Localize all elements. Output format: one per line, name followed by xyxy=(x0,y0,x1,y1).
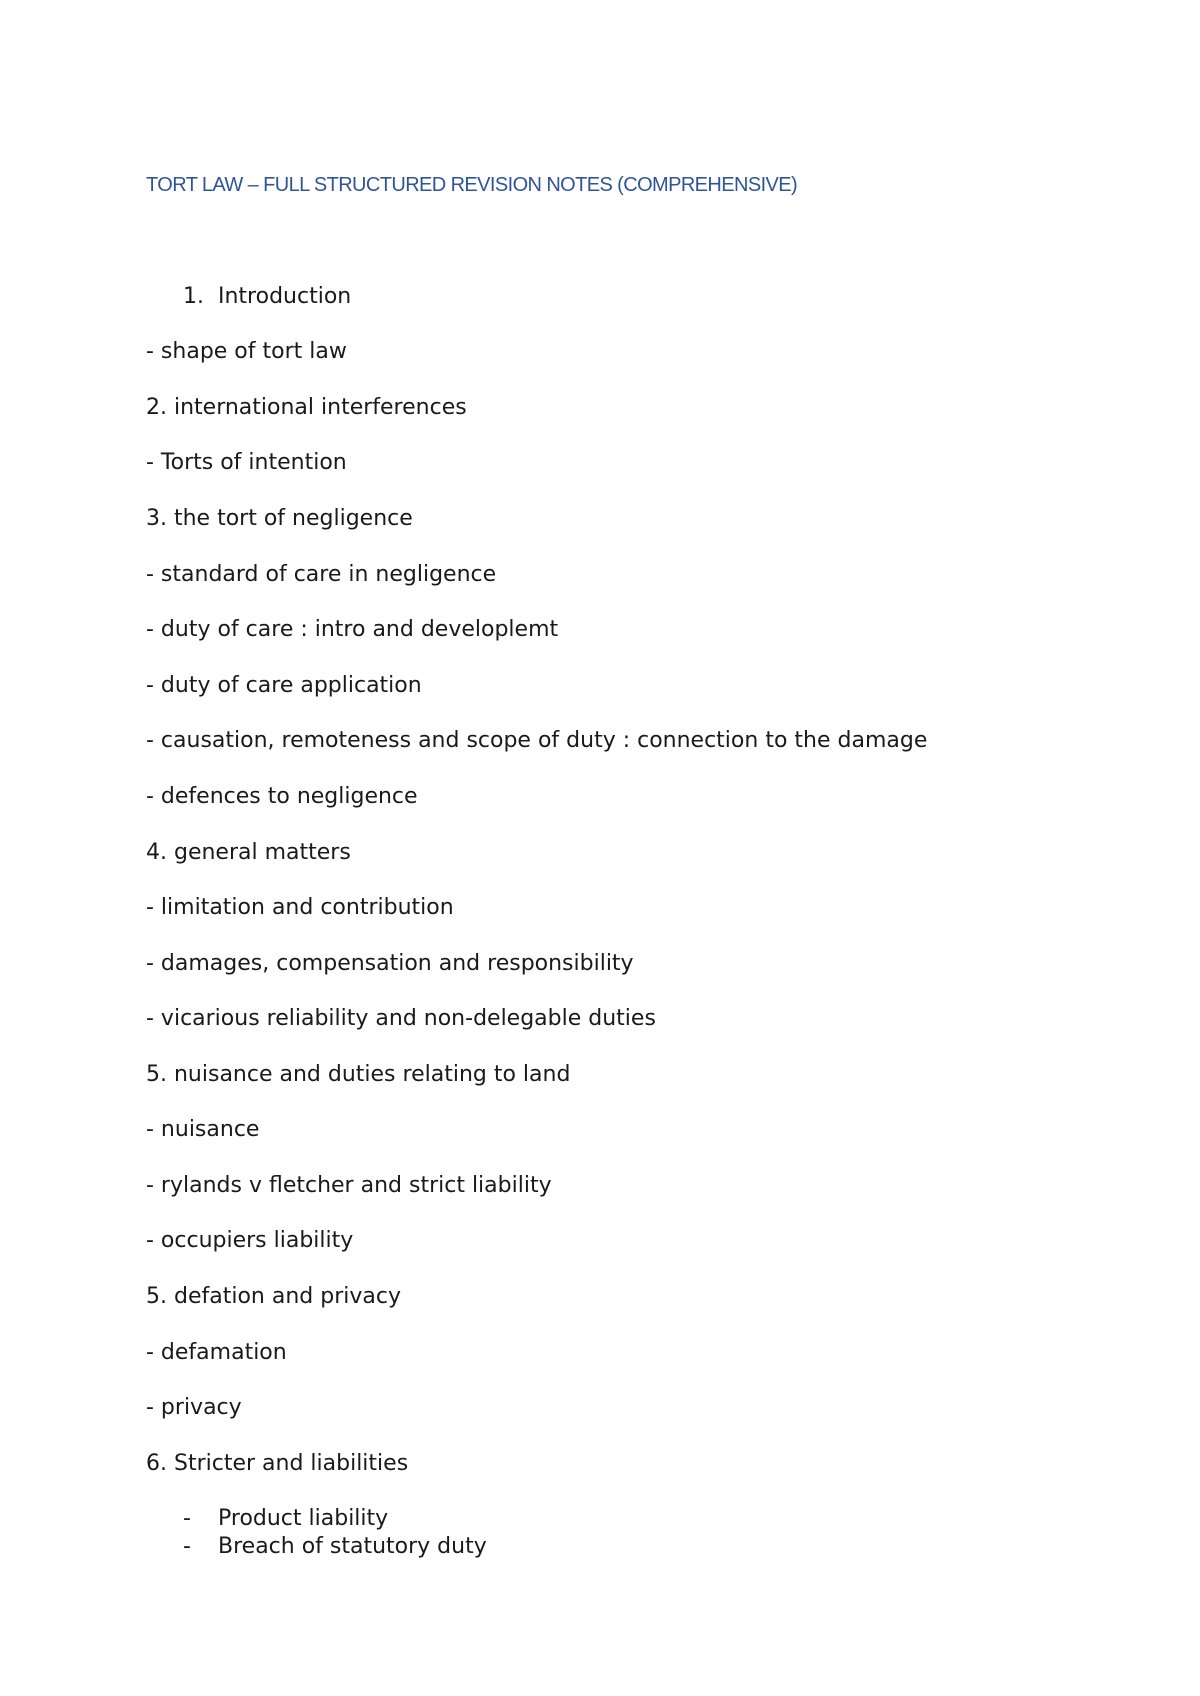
intro-label: Introduction xyxy=(218,284,352,309)
outline-line: - privacy xyxy=(146,1395,242,1420)
sub-list-label: Breach of statutory duty xyxy=(218,1534,487,1559)
outline-line: - Torts of intention xyxy=(146,450,347,475)
bullet-dash: - xyxy=(183,1534,191,1559)
sub-list-item xyxy=(183,1506,388,1531)
outline-line: - occupiers liability xyxy=(146,1228,354,1253)
outline-line: - vicarious reliability and non-delegable duties xyxy=(146,1006,656,1031)
intro-number: 1. xyxy=(183,284,204,309)
outline-line: - duty of care : intro and developlemt xyxy=(146,617,559,642)
outline-line: 2. international interferences xyxy=(146,395,467,420)
outline-line: - nuisance xyxy=(146,1117,260,1142)
outline-line: 6. Stricter and liabilities xyxy=(146,1451,409,1476)
outline-line: - defences to negligence xyxy=(146,784,418,809)
sub-list-label: Product liability xyxy=(218,1506,389,1531)
bullet-dash: - xyxy=(183,1506,191,1531)
outline-line: 4. general matters xyxy=(146,840,351,865)
outline-line: - rylands v fletcher and strict liability xyxy=(146,1173,552,1198)
outline-line: - limitation and contribution xyxy=(146,895,454,920)
outline-line: 5. defation and privacy xyxy=(146,1284,401,1309)
document-title: TORT LAW – FULL STRUCTURED REVISION NOTES (COMPREHENSIVE) xyxy=(146,174,798,196)
outline-line: - shape of tort law xyxy=(146,339,347,364)
outline-line: - damages, compensation and responsibility xyxy=(146,951,634,976)
intro-heading xyxy=(183,284,351,309)
sub-list-item xyxy=(183,1534,487,1559)
outline-line: 3. the tort of negligence xyxy=(146,506,413,531)
outline-line: - defamation xyxy=(146,1340,287,1365)
outline-line: - causation, remoteness and scope of duty : connection to the damage xyxy=(146,728,928,753)
outline-line: 5. nuisance and duties relating to land xyxy=(146,1062,571,1087)
outline-line: - standard of care in negligence xyxy=(146,562,497,587)
outline-line: - duty of care application xyxy=(146,673,422,698)
